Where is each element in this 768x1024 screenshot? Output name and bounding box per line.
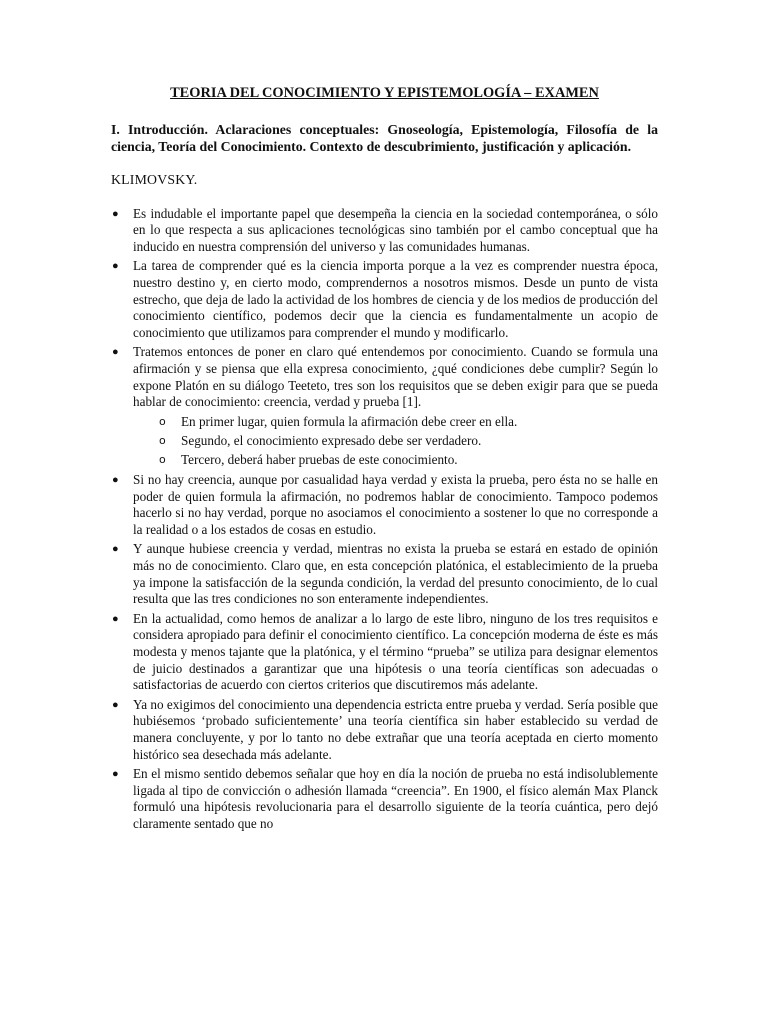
- sub-list-item: [133, 431, 658, 450]
- sub-list-item: [133, 450, 658, 469]
- bullet-icon: ●: [112, 698, 119, 711]
- paragraph-text: Si no hay creencia, aunque por casualidad haya verdad y exista la prueba, pero ésta no se halle en poder de quien formula la afirmación, no podremos hablar de conocimiento. Tampoco podemos hacerlo si no hay verdad, porque no asociamos el conocimiento a sostener lo que no corresponde a la realidad o a los estados de cosas en estudio.: [133, 471, 658, 538]
- paragraph-list: [111, 206, 658, 833]
- bullet-icon: ●: [112, 346, 119, 359]
- list-item: [111, 697, 658, 764]
- list-item: [111, 766, 658, 833]
- list-item: [111, 472, 658, 539]
- bullet-icon: ●: [112, 207, 119, 220]
- sub-item-text: Tercero, deberá haber pruebas de este conocimiento.: [181, 452, 458, 468]
- bullet-icon: ●: [112, 473, 119, 486]
- list-item: [111, 541, 658, 608]
- document-body: [111, 84, 658, 835]
- bullet-icon: ●: [112, 612, 119, 625]
- paragraph-text: La tarea de comprender qué es la ciencia importa porque a la vez es comprender nuestra época, nuestro destino y, en cierto modo, comprendernos a nosotros mismos. Desde un punto de vista estrecho, que deja de lado la actividad de los hombres de ciencia y de los medios de producción del conocimiento científico, podemos decir que la ciencia es fundamentalmente un acopio de conocimiento que utilizamos para comprender el mundo y modificarlo.: [133, 258, 658, 341]
- paragraph-text: En la actualidad, como hemos de analizar a lo largo de este libro, ninguno de los tres requisitos e considera apropiado para definir el conocimiento científico. La concepción moderna de éste es más modesta y menos tajante que la platónica, y el término “prueba” se utiliza para designar elementos de juicio destinados a garantizar que una hipótesis o una teoría científicas son adecuadas o satisfactorias de acuerdo con ciertos criterios que discutiremos más adelante.: [133, 610, 658, 693]
- list-item: [111, 344, 658, 469]
- paragraph-text: Ya no exigimos del conocimiento una dependencia estricta entre prueba y verdad. Sería posible que hubiésemos ‘probado suficientemente’ una teoría científica sin haber establecido su verdad de manera concluyente, y por lo tanto no debe extrañar que una teoría aceptada en cierto momento histórico sea desechada más adelante.: [133, 696, 658, 762]
- author-name: KLIMOVSKY.: [111, 172, 198, 188]
- list-item: [111, 206, 658, 256]
- sub-list: [133, 412, 658, 469]
- bullet-icon: ●: [112, 543, 119, 556]
- sub-bullet-icon: o: [159, 434, 166, 448]
- bullet-icon: ●: [112, 260, 119, 273]
- paragraph-text: Y aunque hubiese creencia y verdad, mientras no exista la prueba se estará en estado de opinión más no de conocimiento. Claro que, en esta concepción platónica, el establecimiento de la prueba ya impone la satisfacción de la segunda condición, la verdad del presunto conocimiento, de lo cual resulta que las tres condiciones no son enteramente independientes.: [133, 541, 658, 607]
- section-heading: I. Introducción. Aclaraciones conceptuales: Gnoseología, Epistemología, Filosofía de la ciencia, Teoría del Conocimiento. Contexto de descubrimiento, justificación y aplicación.: [111, 122, 658, 154]
- paragraph-text: Tratemos entonces de poner en claro qué entendemos por conocimiento. Cuando se formula una afirmación y se piensa que ella expresa conocimiento, ¿qué condiciones debe cumplir? Según lo expone Platón en su diálogo Teeteto, tres son los requisitos que se deben exigir para que se pueda hablar de conocimiento: creencia, verdad y prueba [1].: [133, 344, 658, 410]
- sub-list-item: [133, 412, 658, 431]
- sub-bullet-icon: o: [159, 453, 166, 467]
- bullet-icon: ●: [112, 767, 119, 780]
- sub-item-text: Segundo, el conocimiento expresado debe ser verdadero.: [181, 433, 482, 449]
- sub-bullet-icon: o: [159, 415, 166, 429]
- sub-item-text: En primer lugar, quien formula la afirmación debe creer en ella.: [181, 414, 518, 430]
- paragraph-text: En el mismo sentido debemos señalar que hoy en día la noción de prueba no está indisolublemente ligada al tipo de convicción o adhesión llamada “creencia”. En 1900, el físico alemán Max Planck formuló una hipótesis revolucionaria para el desarrollo siguiente de la teoría cuántica, pero dejó claramente sentado que no: [133, 765, 658, 831]
- document-title: TEORIA DEL CONOCIMIENTO Y EPISTEMOLOGÍA – EXAMEN: [170, 85, 599, 101]
- list-item: [111, 258, 658, 342]
- paragraph-text: Es indudable el importante papel que desempeña la ciencia en la sociedad contemporánea, o sólo en lo que respecta a sus aplicaciones tecnológicas sino también por el cambo conceptual que ha inducido en nuestra comprensión del universo y las comunidades humanas.: [133, 205, 658, 255]
- list-item: [111, 611, 658, 695]
